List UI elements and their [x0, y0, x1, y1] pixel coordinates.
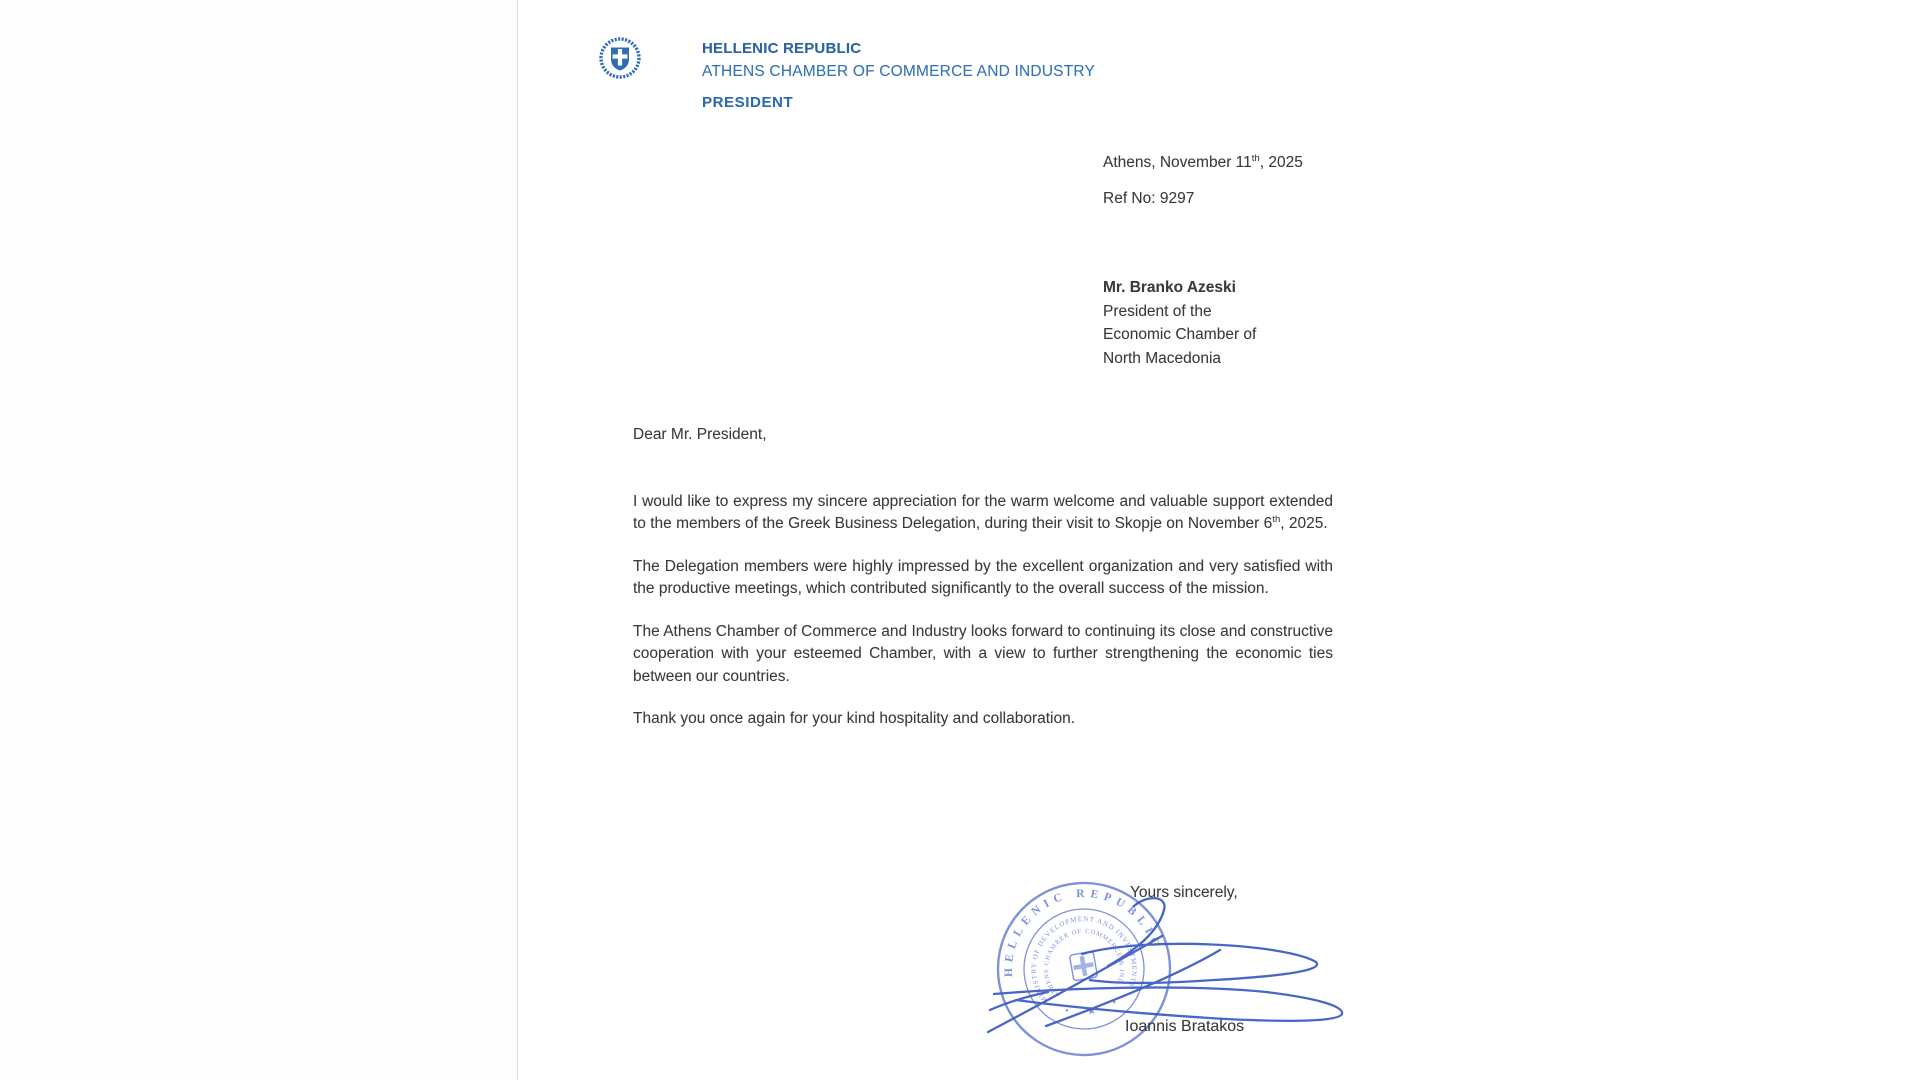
recipient-line: North Macedonia — [1103, 349, 1222, 367]
letter-body — [633, 424, 1333, 751]
salutation: Dear Mr. President, — [633, 426, 767, 443]
role-title: PRESIDENT — [702, 94, 794, 111]
letter-paragraph: I would like to express my sincere appreciation for the warm welcome and valuable support extended to the members of the Greek Business Delegation, during their visit to Skopje on November 6th, 2025. — [633, 492, 1333, 532]
recipient-block — [1103, 276, 1256, 370]
meta-block — [1103, 152, 1303, 210]
ref-number: Ref No: 9297 — [1103, 190, 1195, 207]
letter-paragraph: The Delegation members were highly impressed by the excellent organization and very satisfied with the productive meetings, which contributed significantly to the overall success of the mission. — [633, 557, 1333, 597]
stamp-inner-ring-text: ATHENS CHAMBER OF COMMERCE & IND. — [1042, 927, 1126, 1000]
body-paragraphs — [633, 491, 1333, 731]
date-line: Athens, November 11th, 2025 — [1103, 152, 1303, 171]
stamp-separator-dot: • — [1064, 1005, 1070, 1017]
recipient-name: Mr. Branko Azeski — [1103, 279, 1236, 296]
stamp-star-icon: ★ — [1085, 1004, 1098, 1019]
letterhead — [702, 40, 1095, 111]
letter-paragraph: The Athens Chamber of Commerce and Industry looks forward to continuing its close and constructive cooperation with your esteemed Chamber, with a view to further strengthening the economic ties between our countries. — [633, 622, 1333, 685]
valediction: Yours sincerely, — [1130, 884, 1238, 901]
hellenic-coat-of-arms-icon — [598, 36, 642, 80]
letter-page — [518, 0, 1920, 1080]
stamp-outer-ring-text: HELLENIC REPUBLIC — [1002, 887, 1163, 978]
org-name-secondary: ATHENS CHAMBER OF COMMERCE AND INDUSTRY — [702, 63, 1096, 80]
org-name-primary: HELLENIC REPUBLIC — [702, 40, 862, 57]
stamp-separator-dot: • — [1111, 997, 1118, 1009]
recipient-line: President of the — [1103, 302, 1212, 320]
signer-name: Ioannis Bratakos — [1125, 1018, 1245, 1035]
recipient-line: Economic Chamber of — [1103, 326, 1257, 343]
stamp-middle-ring-text: MINISTRY OF DEVELOPMENT AND INVESTMENTS — [1029, 914, 1139, 1005]
letter-paragraph: Thank you once again for your kind hospitality and collaboration. — [633, 710, 1076, 727]
